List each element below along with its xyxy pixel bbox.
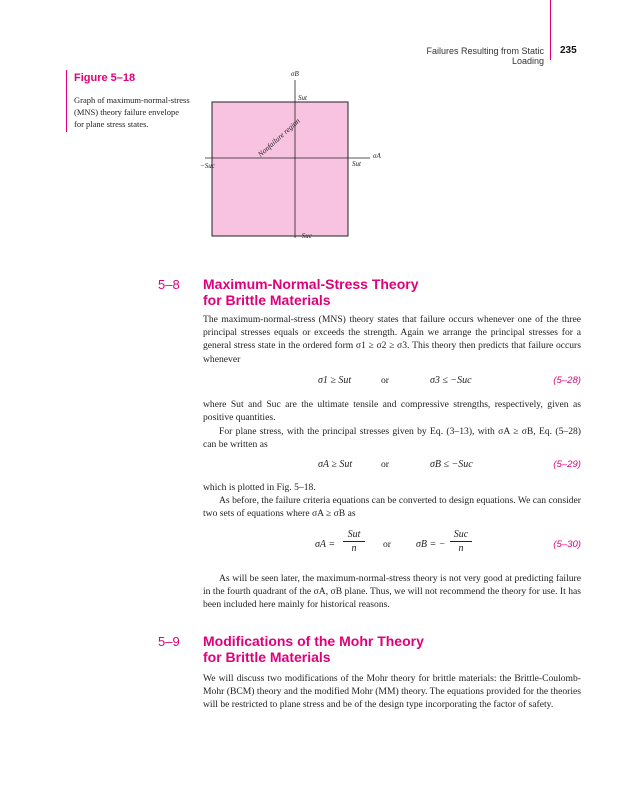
section-5-9-paragraph-1: We will discuss two modifications of the Mohr theory for brittle materials: the Brittle-Coulomb-Mohr (BCM) theory and the modified Mohr (MM) theory. The equations provided for the theories will be restricted to plane stress and be of the design type incorporating the factor of safety. bbox=[203, 673, 581, 711]
section-5-8-number: 5–8 bbox=[158, 277, 180, 292]
eq-5-30-right-fraction bbox=[450, 528, 472, 556]
section-5-8-paragraph-5: As before, the failure criteria equations can be converted to design equations. We can consider two sets of equations where σA ≥ σB as bbox=[203, 495, 581, 520]
eq-5-30-number: (5–30) bbox=[553, 539, 581, 550]
section-5-9-title-line2: for Brittle Materials bbox=[203, 649, 331, 665]
eq-5-30-left-denominator: n bbox=[351, 543, 357, 554]
mns-failure-envelope-diagram bbox=[195, 68, 395, 248]
eq-5-29-or: or bbox=[381, 459, 389, 470]
figure-margin-rule bbox=[66, 70, 67, 132]
equation-5-30 bbox=[203, 528, 581, 562]
eq-5-28-number: (5–28) bbox=[553, 375, 581, 386]
nonfailure-region bbox=[212, 102, 348, 236]
eq-5-30-left-lhs: σA = bbox=[315, 539, 336, 550]
eq-5-28-left: σ1 ≥ Sut bbox=[318, 375, 352, 386]
suc-bottom-label: −Suc bbox=[297, 232, 312, 240]
sut-right-label: Sut bbox=[352, 160, 361, 168]
eq-5-30-or: or bbox=[383, 539, 391, 550]
section-5-8-title-line1: Maximum-Normal-Stress Theory bbox=[203, 276, 419, 292]
eq-5-29-right: σB ≤ −Suc bbox=[430, 459, 473, 470]
eq-5-30-left-fraction bbox=[343, 528, 365, 556]
section-5-8-title-line2: for Brittle Materials bbox=[203, 292, 331, 308]
section-5-8-paragraph-2: where Sut and Suc are the ultimate tensile and compressive strengths, respectively, given as positive quantities. bbox=[203, 399, 581, 424]
sigma-b-axis-label: σB bbox=[291, 70, 299, 78]
section-5-9-title bbox=[203, 633, 424, 665]
equation-5-29 bbox=[203, 459, 581, 473]
section-5-8-paragraph-3: For plane stress, with the principal stresses given by Eq. (3–13), with σA ≥ σB, Eq. (5–28) can be written as bbox=[203, 426, 581, 451]
figure-caption: Graph of maximum-normal-stress (MNS) theory failure envelope for plane stress states. bbox=[74, 95, 190, 129]
eq-5-30-left-numerator: Sut bbox=[343, 528, 365, 542]
eq-5-28-right: σ3 ≤ −Suc bbox=[430, 375, 472, 386]
section-5-9-number: 5–9 bbox=[158, 634, 180, 649]
header-divider bbox=[550, 0, 551, 60]
page-number: 235 bbox=[560, 45, 577, 56]
section-5-8-paragraph-1: The maximum-normal-stress (MNS) theory states that failure occurs whenever one of the three principal stresses equals or exceeds the strength. Again we arrange the principal stresses for a general stress state in the ordered form σ1 ≥ σ2 ≥ σ3. This theory then predicts that failure occurs whenever bbox=[203, 314, 581, 365]
sut-top-label: Sut bbox=[298, 94, 307, 102]
equation-5-28 bbox=[203, 375, 581, 389]
figure-label: Figure 5–18 bbox=[74, 72, 136, 84]
suc-left-label: −Suc bbox=[200, 162, 215, 170]
eq-5-29-left: σA ≥ Sut bbox=[318, 459, 353, 470]
section-5-8-paragraph-6: As will be seen later, the maximum-normal-stress theory is not very good at predicting failure in the fourth quadrant of the σA, σB plane. Thus, we will not recommend the theory for use. It has been included here mainly for historical reasons. bbox=[203, 573, 581, 611]
eq-5-30-right-numerator: Suc bbox=[450, 528, 472, 542]
section-5-8-title bbox=[203, 276, 419, 308]
sigma-a-axis-label: σA bbox=[373, 152, 381, 160]
eq-5-30-right-lhs: σB = − bbox=[416, 539, 446, 550]
running-header-title: Failures Resulting from Static Loading bbox=[426, 46, 544, 66]
eq-5-29-number: (5–29) bbox=[553, 459, 581, 470]
eq-5-28-or: or bbox=[381, 375, 389, 386]
nonfailure-region-label: Nonfailure region bbox=[256, 116, 302, 159]
eq-5-30-right-denominator: n bbox=[458, 543, 464, 554]
section-5-9-title-line1: Modifications of the Mohr Theory bbox=[203, 633, 424, 649]
section-5-8-paragraph-4: which is plotted in Fig. 5–18. bbox=[203, 482, 316, 493]
